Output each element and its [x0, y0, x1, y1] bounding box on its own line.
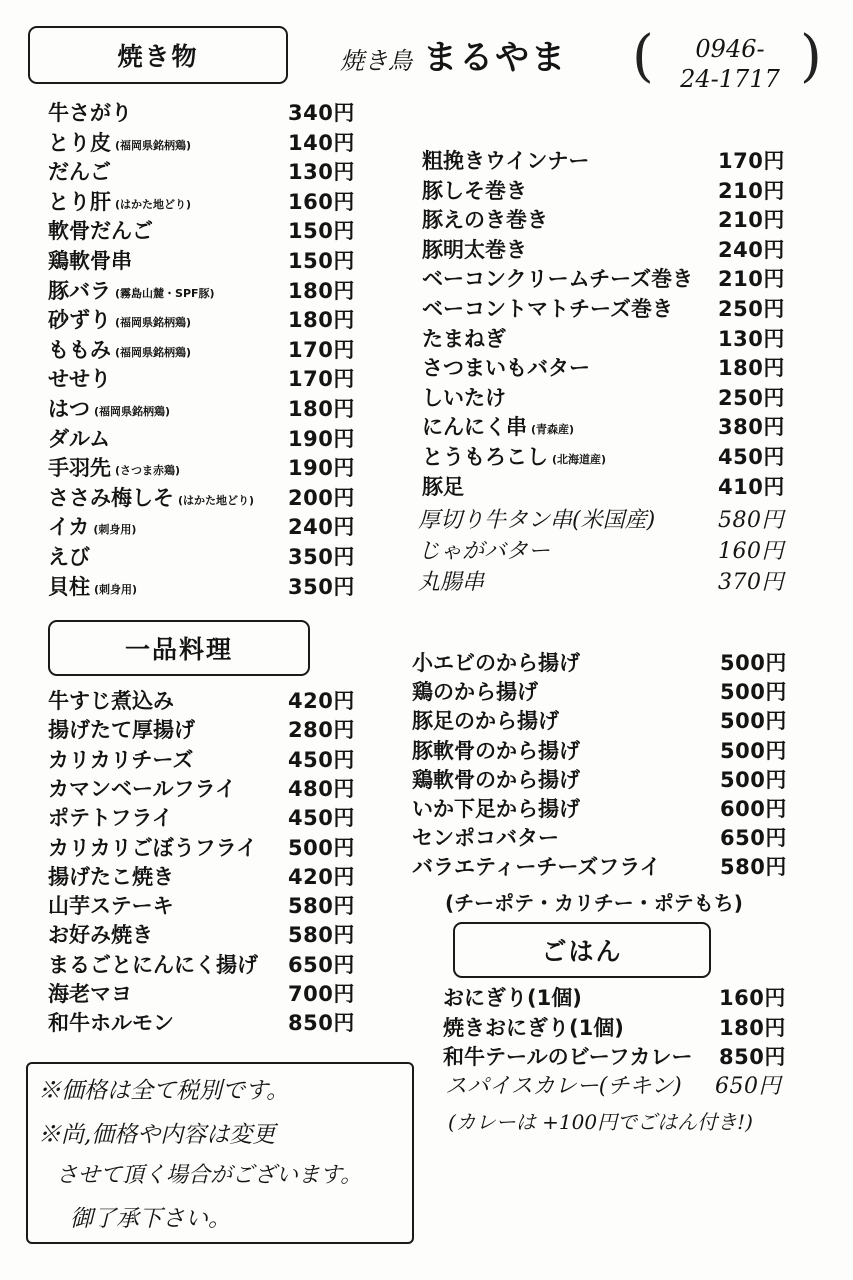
- item-origin-note: (霧島山麓・SPF豚): [115, 286, 215, 300]
- item-name-text: 手羽先: [48, 456, 111, 481]
- phone-close-paren-icon: ): [800, 24, 822, 89]
- notice-line: 御了承下さい。: [70, 1206, 231, 1232]
- item-name-text: いか下足から揚げ: [412, 797, 580, 821]
- item-name-text: えび: [48, 545, 90, 569]
- menu-item: [48, 572, 378, 602]
- item-price: 170円: [288, 367, 355, 392]
- item-name: [48, 216, 157, 249]
- item-name: [422, 472, 468, 505]
- notice-box: [26, 1062, 414, 1244]
- item-price: 850円: [719, 1045, 786, 1070]
- item-name: [418, 568, 484, 598]
- menu-item: [418, 537, 808, 567]
- item-name-text: ベーコンクリームチーズ巻き: [422, 267, 694, 292]
- item-name-text: まるごとにんにく揚げ: [48, 952, 258, 977]
- item-price: 250円: [718, 297, 785, 321]
- section-heading-yakimono: [28, 26, 288, 84]
- item-price: 580円: [718, 508, 784, 533]
- item-price: 420円: [288, 689, 355, 713]
- item-name: [412, 706, 559, 736]
- item-name: [422, 442, 606, 475]
- item-price: 420円: [288, 864, 355, 889]
- item-price: 650円: [288, 952, 355, 977]
- item-name-text: ポテトフライ: [48, 806, 173, 831]
- shop-phone: [660, 34, 800, 94]
- item-name-text: 揚げたて厚揚げ: [48, 718, 195, 743]
- item-name: [48, 715, 195, 745]
- item-name-text: 牛すじ煮込み: [48, 689, 174, 713]
- menu-item: [418, 506, 808, 536]
- item-price: 210円: [718, 208, 785, 233]
- item-price: 850円: [288, 1011, 355, 1036]
- item-price: 580円: [288, 923, 355, 948]
- item-name-text: 和牛ホルモン: [48, 1011, 174, 1036]
- item-price: 160円: [718, 539, 784, 564]
- item-origin-note: (はかた地どり): [178, 493, 255, 507]
- item-price: 160円: [719, 986, 786, 1010]
- menu-item: [422, 412, 808, 442]
- menu-item: [443, 983, 809, 1013]
- item-name-text: 豚しそ巻き: [422, 178, 527, 203]
- item-name: [422, 146, 593, 179]
- item-price: 180円: [288, 308, 355, 333]
- gohan-heading-text: ごはん: [541, 937, 623, 966]
- item-name: [412, 765, 580, 795]
- section-heading-gohan: [453, 922, 711, 978]
- variety-fry-note: (チーポテ・カリチー・ポテもち): [445, 891, 743, 915]
- item-price: 650円: [720, 826, 787, 851]
- notice-line: ※価格は全て税別です。: [38, 1078, 290, 1104]
- menu-item: [48, 276, 378, 306]
- item-name: [48, 512, 136, 545]
- item-name-text: じゃがバター: [418, 539, 551, 564]
- item-name: [48, 833, 257, 863]
- item-price: 450円: [288, 806, 355, 831]
- menu-item: [48, 862, 378, 892]
- item-name: [48, 686, 174, 716]
- item-price: 160円: [288, 189, 355, 214]
- item-price: 580円: [288, 894, 355, 919]
- item-name-text: ベーコントマトチーズ巻き: [422, 297, 673, 321]
- item-price: 190円: [288, 456, 355, 481]
- item-origin-note: (福岡県銘柄鶏): [115, 316, 192, 330]
- menu-item: [422, 472, 808, 502]
- item-name-text: 豚足のから揚げ: [412, 709, 559, 734]
- item-price: 350円: [288, 574, 355, 599]
- menu-item: [422, 176, 808, 206]
- item-price: 180円: [718, 356, 785, 381]
- item-origin-note: (刺身用): [93, 523, 137, 537]
- item-price: 210円: [718, 178, 785, 203]
- item-name: [412, 677, 538, 707]
- item-price: 500円: [720, 709, 787, 734]
- phone-line-1: 0946-: [695, 35, 765, 63]
- menu-item: [48, 950, 378, 980]
- menu-item: [422, 324, 808, 354]
- menu-item: [412, 736, 810, 766]
- menu-item: [422, 205, 808, 235]
- item-price: 170円: [288, 337, 355, 362]
- item-name-text: 牛さがり: [48, 101, 132, 125]
- menu-item: [48, 157, 378, 187]
- item-name-text: 山芋ステーキ: [48, 894, 174, 919]
- item-price: 180円: [719, 1015, 786, 1040]
- menu-item: [48, 1008, 378, 1038]
- item-name: [412, 648, 580, 678]
- item-name-text: センポコバター: [412, 826, 559, 851]
- item-price: 410円: [718, 474, 785, 499]
- shop-subtitle: 焼き鳥: [340, 47, 412, 75]
- item-origin-note: (さつま赤鶏): [115, 464, 181, 478]
- item-price: 500円: [288, 835, 355, 860]
- item-price: 370円: [718, 570, 784, 595]
- item-name: [422, 294, 677, 327]
- item-name: [422, 353, 594, 386]
- item-origin-note: (福岡県銘柄鶏): [94, 405, 171, 418]
- item-price: 140円: [288, 130, 355, 155]
- item-name-text: とうもろこし: [422, 445, 548, 469]
- item-name: [422, 205, 552, 238]
- item-name-text: 小エビのから揚げ: [412, 651, 580, 675]
- item-name-text: ダルム: [48, 426, 111, 451]
- item-name: [48, 891, 174, 921]
- menu-item: [48, 803, 378, 833]
- menu-item: [443, 1013, 809, 1043]
- item-name-text: 軟骨だんご: [48, 219, 153, 244]
- menu-item: [412, 852, 810, 882]
- item-name: [422, 383, 510, 416]
- menu-item: [48, 246, 378, 276]
- item-name: [48, 979, 132, 1009]
- menu-item: [48, 453, 378, 483]
- item-name: [48, 920, 153, 950]
- item-name-text: カリカリごぼうフライ: [48, 835, 258, 860]
- menu-item: [48, 424, 378, 454]
- menu-item: [412, 765, 810, 795]
- item-name-text: はつ: [48, 397, 90, 421]
- item-price: 200円: [288, 485, 355, 510]
- item-name: [48, 335, 191, 368]
- item-name: [48, 774, 236, 804]
- menu-item: [422, 146, 808, 176]
- menu-item: [48, 187, 378, 217]
- item-name-text: 焼きおにぎり(1個): [443, 1015, 624, 1040]
- item-name-text: 海老マヨ: [48, 982, 132, 1006]
- item-origin-note: (北海道産): [552, 453, 607, 466]
- item-origin-note: (刺身用): [94, 582, 138, 596]
- item-name-text: 豚バラ: [48, 278, 111, 303]
- item-name-text: にんにく串: [422, 415, 527, 440]
- menu-item: [422, 294, 808, 324]
- menu-item: [48, 305, 378, 335]
- item-name: [48, 483, 254, 516]
- menu-item: [48, 774, 378, 804]
- item-name: [48, 424, 114, 457]
- item-name: [48, 394, 170, 427]
- item-name-text: 豚明太巻き: [422, 237, 527, 262]
- item-name: [418, 537, 550, 567]
- item-price: 500円: [720, 738, 787, 763]
- item-price: 450円: [718, 445, 785, 469]
- item-price: 650円: [715, 1074, 781, 1099]
- item-name-text: ささみ梅しそ: [48, 485, 174, 510]
- item-price: 280円: [288, 718, 355, 743]
- menu-item: [412, 677, 810, 707]
- item-price: 130円: [718, 326, 785, 351]
- menu-item: [48, 920, 378, 950]
- item-name: [48, 98, 136, 131]
- item-name: [48, 157, 115, 190]
- yakimono-heading-text: 焼き物: [117, 42, 199, 71]
- item-price: 170円: [718, 149, 785, 173]
- item-name-text: カマンベールフライ: [48, 776, 236, 801]
- item-name: スパイスカレー(チキン): [445, 1074, 682, 1099]
- item-price: 210円: [718, 267, 785, 292]
- item-price: 500円: [720, 680, 787, 705]
- item-name: [48, 187, 191, 220]
- shop-name: まるやま: [423, 38, 568, 78]
- item-name-text: 丸腸串: [418, 570, 485, 595]
- menu-item: [48, 979, 378, 1009]
- item-name: [48, 1008, 174, 1038]
- menu-item: [48, 745, 378, 775]
- menu-item: [422, 442, 808, 472]
- item-name-text: 豚えのき巻き: [422, 208, 548, 233]
- item-name: [48, 276, 215, 309]
- item-name-text: ももみ: [48, 337, 111, 362]
- menu-item: [422, 235, 808, 265]
- menu-item: [48, 364, 378, 394]
- item-price: 600円: [720, 797, 787, 821]
- item-name-text: しいたけ: [422, 385, 506, 410]
- menu-item: [48, 335, 378, 365]
- menu-item: [412, 794, 810, 824]
- item-price: 250円: [718, 385, 785, 410]
- item-price: 240円: [288, 515, 355, 540]
- menu-item: [412, 823, 810, 853]
- ippin-heading-text: 一品料理: [124, 635, 233, 664]
- item-name: [422, 235, 531, 268]
- item-name: [48, 305, 191, 338]
- menu-item: [422, 383, 808, 413]
- item-origin-note: (青森産): [531, 423, 575, 437]
- item-name: [422, 176, 531, 209]
- item-price: 150円: [288, 249, 355, 273]
- menu-item: [48, 128, 378, 158]
- item-name: [48, 745, 193, 775]
- item-price: 500円: [720, 651, 787, 675]
- item-name-text: だんご: [48, 160, 111, 185]
- item-price: 190円: [288, 426, 355, 451]
- menu-item: [422, 353, 808, 383]
- item-name-text: おにぎり(1個): [443, 986, 582, 1010]
- menu-item: [48, 891, 378, 921]
- menu-item: [48, 483, 378, 513]
- item-price: 150円: [288, 219, 355, 244]
- item-name: [48, 128, 191, 161]
- item-name-text: たまねぎ: [422, 326, 506, 351]
- item-name: [422, 412, 574, 445]
- item-price: 350円: [288, 545, 355, 569]
- item-name-text: とり皮: [48, 130, 111, 155]
- item-name: [48, 542, 94, 575]
- item-name-text: 揚げたこ焼き: [48, 864, 174, 889]
- item-name-text: カリカリチーズ: [48, 747, 194, 772]
- phone-open-paren-icon: (: [632, 24, 654, 89]
- item-name-text: お好み焼き: [48, 923, 153, 948]
- notice-line: ※尚,価格や内容は変更: [38, 1122, 276, 1148]
- item-origin-note: (福岡県銘柄鶏): [115, 345, 192, 359]
- menu-item: [48, 686, 378, 716]
- item-name: [48, 572, 137, 605]
- item-price: 130円: [288, 160, 355, 185]
- item-name: [48, 803, 173, 833]
- item-name-text: 鶏軟骨のから揚げ: [412, 767, 580, 792]
- item-name-text: バラエティーチーズフライ: [412, 855, 661, 880]
- item-name: [412, 736, 580, 766]
- item-name: [418, 506, 655, 536]
- item-price: 240円: [718, 237, 785, 262]
- item-name: [443, 1013, 624, 1043]
- item-name-text: 貝柱: [48, 574, 90, 599]
- item-name-text: さつまいもバター: [422, 356, 590, 381]
- notice-line: させて頂く場合がございます。: [56, 1163, 363, 1188]
- menu-item: [443, 1042, 809, 1072]
- curry-rice-note: (カレーは +100円でごはん付き!): [448, 1110, 753, 1134]
- item-price: 340円: [288, 101, 355, 125]
- item-name: [412, 852, 661, 882]
- item-price: 180円: [288, 278, 355, 303]
- item-name: [48, 453, 180, 486]
- item-name: [48, 364, 115, 397]
- item-name: [422, 324, 510, 357]
- item-price: 700円: [288, 982, 355, 1006]
- menu-item: [48, 216, 378, 246]
- menu-item: [412, 648, 810, 678]
- shop-title: [340, 30, 567, 80]
- item-name-text: 鶏軟骨串: [48, 249, 132, 273]
- item-price: 380円: [718, 415, 785, 440]
- menu-item: [422, 264, 808, 294]
- item-name-text: イカ: [48, 515, 90, 540]
- item-name-text: 豚軟骨のから揚げ: [412, 738, 580, 763]
- menu-item: [48, 98, 378, 128]
- item-name-text: せせり: [48, 367, 111, 392]
- item-name-text: 砂ずり: [48, 308, 111, 333]
- menu-item: [48, 542, 378, 572]
- item-name-text: 豚足: [422, 474, 464, 499]
- item-origin-note: (福岡県銘柄鶏): [115, 138, 192, 152]
- item-price: 180円: [288, 397, 355, 421]
- menu-item: [418, 568, 808, 598]
- item-origin-note: (はかた地どり): [115, 197, 192, 211]
- menu-item: [48, 394, 378, 424]
- item-name: [412, 794, 580, 824]
- item-name: [412, 823, 559, 853]
- menu-item: [412, 706, 810, 736]
- item-name: [48, 950, 258, 980]
- item-price: 450円: [288, 747, 355, 772]
- item-name-text: 鶏のから揚げ: [412, 680, 538, 705]
- item-price: 580円: [720, 855, 787, 880]
- item-name: [443, 983, 582, 1013]
- item-name: [48, 246, 136, 279]
- item-name-text: 和牛テールのビーフカレー: [443, 1045, 693, 1070]
- phone-line-2: 24-1717: [680, 65, 780, 93]
- menu-item: [48, 833, 378, 863]
- item-name: [48, 862, 174, 892]
- item-price: 500円: [720, 767, 787, 792]
- item-price: 480円: [288, 776, 355, 801]
- item-name-text: 粗挽きウインナー: [422, 149, 590, 173]
- item-name-text: 厚切り牛タン串(米国産): [418, 508, 656, 533]
- item-name-text: とり肝: [48, 189, 111, 214]
- item-name: [443, 1042, 692, 1072]
- menu-item: [445, 1072, 795, 1102]
- menu-item: [48, 715, 378, 745]
- menu-item: [48, 512, 378, 542]
- item-name: [422, 264, 697, 297]
- section-heading-ippin: [48, 620, 310, 676]
